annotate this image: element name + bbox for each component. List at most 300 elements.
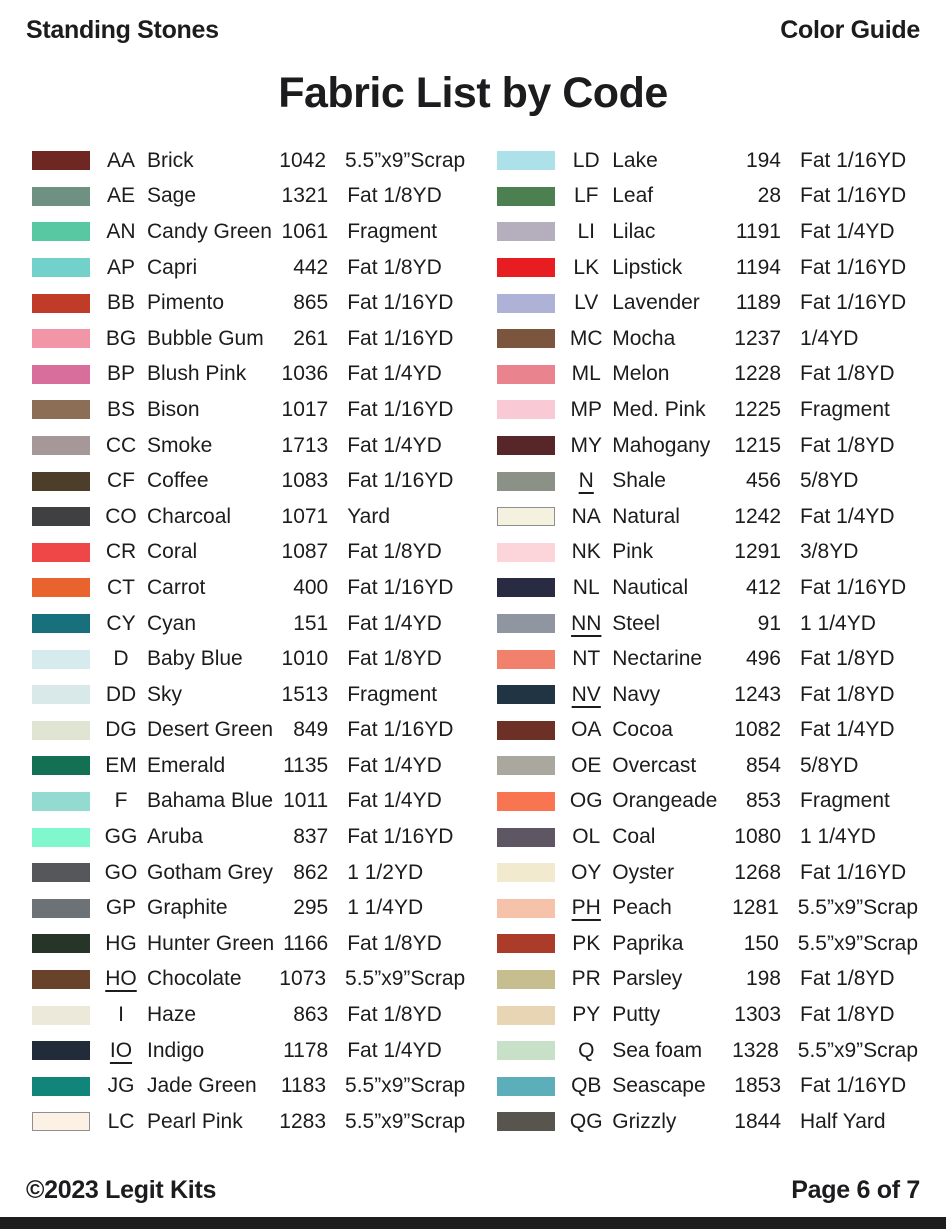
fabric-row	[32, 357, 465, 393]
fabric-size: Fat 1/16YD	[800, 1074, 907, 1098]
fabric-size: Fat 1/8YD	[347, 184, 442, 208]
fabric-row	[497, 143, 918, 179]
fabric-name: Graphite	[147, 896, 228, 920]
fabric-code: JG	[107, 1074, 135, 1098]
fabric-code: MC	[569, 326, 603, 350]
fabric-code: CC	[105, 433, 137, 457]
fabric-size: Fragment	[347, 682, 438, 706]
fabric-name: Charcoal	[147, 504, 232, 528]
fabric-size: Fat 1/16YD	[347, 397, 454, 421]
color-swatch	[497, 934, 555, 953]
fabric-size: Fat 1/4YD	[347, 433, 442, 457]
fabric-code: AN	[106, 219, 136, 243]
fabric-row	[32, 855, 465, 891]
fabric-row	[32, 784, 465, 820]
fabric-number: 1281	[732, 896, 779, 920]
fabric-row	[497, 392, 918, 428]
color-swatch	[32, 151, 90, 170]
fabric-name: Lake	[612, 148, 658, 172]
fabric-row	[497, 926, 918, 962]
color-swatch	[497, 1112, 555, 1131]
fabric-number: 1036	[281, 362, 329, 386]
color-swatch	[497, 792, 555, 811]
fabric-row	[497, 535, 918, 571]
fabric-number: 1328	[732, 1038, 779, 1062]
fabric-name: Sea foam	[612, 1038, 703, 1062]
color-swatch	[497, 756, 555, 775]
fabric-code: OE	[571, 753, 602, 777]
color-swatch	[32, 222, 90, 241]
color-swatch	[32, 1112, 90, 1131]
color-swatch	[497, 151, 555, 170]
fabric-size: Fat 1/16YD	[347, 291, 454, 315]
fabric-number: 1178	[283, 1038, 329, 1062]
fabric-number: 1215	[734, 433, 781, 457]
fabric-size: Fat 1/16YD	[347, 326, 454, 350]
fabric-code: LK	[573, 255, 600, 279]
fabric-size: 3/8YD	[800, 540, 859, 564]
fabric-size: Fat 1/4YD	[347, 789, 442, 813]
color-swatch	[497, 828, 555, 847]
fabric-row	[32, 392, 465, 428]
color-swatch	[497, 365, 555, 384]
fabric-size: Fat 1/8YD	[800, 967, 895, 991]
color-swatch	[32, 1077, 90, 1096]
fabric-number: 1183	[280, 1074, 327, 1098]
color-swatch	[497, 970, 555, 989]
fabric-name: Orangeade	[612, 789, 718, 813]
fabric-size: 1 1/4YD	[800, 825, 876, 849]
fabric-size: 5.5”x9”Scrap	[345, 1109, 466, 1133]
fabric-number: 1242	[734, 504, 781, 528]
fabric-name: Desert Green	[147, 718, 274, 742]
color-swatch	[32, 934, 90, 953]
color-swatch	[497, 543, 555, 562]
fabric-name: Pink	[612, 540, 654, 564]
fabric-row	[497, 713, 918, 749]
fabric-size: Fragment	[800, 789, 890, 813]
fabric-number: 1083	[281, 469, 329, 493]
fabric-name: Aruba	[147, 825, 204, 849]
fabric-code: MY	[570, 433, 602, 457]
fabric-code: N	[578, 469, 594, 493]
fabric-number: 1017	[281, 397, 329, 421]
fabric-number: 1061	[281, 219, 329, 243]
fabric-code: PK	[572, 931, 601, 955]
fabric-name: Melon	[612, 362, 670, 386]
color-swatch	[497, 258, 555, 277]
fabric-row	[32, 641, 465, 677]
bottom-bar	[0, 1217, 946, 1229]
fabric-name: Blush Pink	[147, 362, 247, 386]
fabric-code: NN	[571, 611, 602, 635]
fabric-code: DD	[105, 682, 137, 706]
fabric-name: Navy	[612, 682, 661, 706]
fabric-number: 1135	[283, 753, 329, 777]
color-swatch	[497, 436, 555, 455]
fabric-size: Fat 1/4YD	[347, 611, 442, 635]
fabric-size: Fat 1/4YD	[347, 1038, 442, 1062]
color-swatch	[497, 187, 555, 206]
fabric-size: Fat 1/16YD	[347, 718, 454, 742]
fabric-number: 442	[293, 255, 329, 279]
fabric-code: GO	[104, 860, 138, 884]
fabric-code: CY	[106, 611, 136, 635]
fabric-number: 150	[743, 931, 779, 955]
fabric-row	[32, 926, 465, 962]
fabric-code: OY	[571, 860, 602, 884]
fabric-code: OG	[569, 789, 603, 813]
fabric-size: Half Yard	[800, 1109, 886, 1133]
fabric-size: Fat 1/4YD	[800, 718, 895, 742]
fabric-name: Haze	[147, 1003, 197, 1027]
fabric-number: 261	[293, 326, 329, 350]
fabric-name: Coffee	[147, 469, 209, 493]
fabric-row	[32, 713, 465, 749]
fabric-name: Leaf	[612, 184, 654, 208]
fabric-number: 456	[745, 469, 781, 493]
color-swatch	[32, 436, 90, 455]
color-swatch	[497, 472, 555, 491]
fabric-code: PH	[571, 896, 601, 920]
fabric-number: 1073	[279, 967, 327, 991]
color-swatch	[32, 863, 90, 882]
color-swatch	[32, 899, 90, 918]
fabric-size: Fat 1/8YD	[800, 682, 895, 706]
color-swatch	[32, 970, 90, 989]
fabric-code: CO	[105, 504, 137, 528]
fabric-name: Oyster	[612, 860, 675, 884]
fabric-row	[497, 748, 918, 784]
fabric-name: Lilac	[612, 219, 656, 243]
fabric-row	[32, 143, 465, 179]
fabric-code: Q	[578, 1038, 595, 1062]
fabric-size: 5/8YD	[800, 753, 859, 777]
fabric-name: Nautical	[612, 575, 689, 599]
color-swatch	[32, 294, 90, 313]
fabric-name: Jade Green	[147, 1074, 257, 1098]
fabric-number: 1243	[734, 682, 781, 706]
fabric-number: 1283	[279, 1109, 327, 1133]
fabric-size: Fat 1/16YD	[800, 860, 907, 884]
copyright-text: ©2023 Legit Kits	[26, 1176, 217, 1204]
color-swatch	[497, 329, 555, 348]
fabric-name: Bubble Gum	[147, 326, 264, 350]
fabric-number: 837	[293, 825, 329, 849]
color-swatch	[32, 400, 90, 419]
fabric-name: Coral	[147, 540, 198, 564]
fabric-number: 1228	[734, 362, 781, 386]
fabric-size: Fat 1/16YD	[800, 291, 907, 315]
fabric-code: LC	[107, 1109, 135, 1133]
fabric-number: 1291	[734, 540, 781, 564]
fabric-number: 853	[745, 789, 781, 813]
fabric-size: Fragment	[347, 219, 438, 243]
fabric-name: Shale	[612, 469, 666, 493]
fabric-name: Indigo	[147, 1038, 205, 1062]
fabric-number: 1011	[283, 789, 329, 813]
fabric-number: 1166	[283, 931, 329, 955]
fabric-row	[32, 570, 465, 606]
fabric-column-left	[32, 143, 465, 1140]
fabric-row	[497, 214, 918, 250]
fabric-size: Fat 1/4YD	[800, 504, 895, 528]
fabric-name: Nectarine	[612, 647, 703, 671]
fabric-size: Fat 1/16YD	[800, 255, 907, 279]
fabric-number: 1189	[735, 291, 781, 315]
fabric-row	[32, 250, 465, 286]
color-swatch	[32, 507, 90, 526]
fabric-row	[497, 321, 918, 357]
fabric-name: Brick	[147, 148, 194, 172]
fabric-row	[497, 997, 918, 1033]
fabric-row	[497, 285, 918, 321]
fabric-number: 1713	[281, 433, 329, 457]
fabric-code: AE	[106, 184, 135, 208]
fabric-name: Lipstick	[612, 255, 683, 279]
fabric-name: Bison	[147, 397, 200, 421]
fabric-name: Steel	[612, 611, 661, 635]
fabric-row	[32, 535, 465, 571]
fabric-name: Hunter Green	[147, 931, 275, 955]
color-swatch	[32, 365, 90, 384]
fabric-row	[497, 855, 918, 891]
fabric-code: HG	[105, 931, 137, 955]
color-swatch	[32, 258, 90, 277]
fabric-code: GG	[104, 825, 138, 849]
fabric-name: Cyan	[147, 611, 197, 635]
fabric-size: Fat 1/16YD	[800, 184, 907, 208]
fabric-code: OA	[571, 718, 602, 742]
fabric-code: GP	[105, 896, 137, 920]
fabric-number: 1321	[281, 184, 329, 208]
fabric-name: Sky	[147, 682, 183, 706]
fabric-code: BP	[106, 362, 135, 386]
fabric-code: BS	[106, 397, 135, 421]
color-swatch	[497, 899, 555, 918]
fabric-size: Fat 1/16YD	[347, 575, 454, 599]
fabric-code: AP	[106, 255, 135, 279]
fabric-size: Fat 1/16YD	[800, 148, 907, 172]
fabric-code: BG	[105, 326, 137, 350]
guide-label: Color Guide	[780, 16, 920, 44]
color-swatch	[32, 1006, 90, 1025]
color-swatch	[32, 685, 90, 704]
fabric-size: 5.5”x9”Scrap	[345, 1074, 466, 1098]
fabric-name: Smoke	[147, 433, 213, 457]
fabric-column-right	[497, 143, 918, 1140]
page-header	[0, 0, 946, 45]
color-swatch	[32, 828, 90, 847]
fabric-number: 1080	[734, 825, 781, 849]
fabric-row	[32, 428, 465, 464]
fabric-code: EM	[105, 753, 137, 777]
fabric-size: Fat 1/8YD	[347, 540, 442, 564]
fabric-code: OL	[572, 825, 601, 849]
fabric-name: Parsley	[612, 967, 683, 991]
fabric-row	[497, 890, 918, 926]
fabric-row	[497, 1068, 918, 1104]
fabric-row	[32, 214, 465, 250]
fabric-name: Peach	[612, 896, 672, 920]
fabric-name: Med. Pink	[612, 397, 706, 421]
color-swatch	[32, 472, 90, 491]
fabric-row	[32, 285, 465, 321]
fabric-row	[497, 250, 918, 286]
fabric-row	[497, 819, 918, 855]
fabric-size: 1 1/4YD	[800, 611, 876, 635]
fabric-row	[32, 962, 465, 998]
fabric-name: Seascape	[612, 1074, 706, 1098]
fabric-number: 1303	[734, 1003, 781, 1027]
fabric-code: AA	[106, 148, 135, 172]
fabric-number: 496	[745, 647, 781, 671]
fabric-size: Fat 1/8YD	[800, 647, 895, 671]
page-footer	[0, 1176, 946, 1205]
fabric-name: Lavender	[612, 291, 700, 315]
fabric-number: 295	[293, 896, 329, 920]
color-swatch	[497, 650, 555, 669]
fabric-row	[32, 499, 465, 535]
fabric-name: Mahogany	[612, 433, 711, 457]
fabric-row	[32, 677, 465, 713]
fabric-row	[32, 463, 465, 499]
fabric-row	[497, 428, 918, 464]
fabric-size: 5.5”x9”Scrap	[797, 931, 918, 955]
page-title: Fabric List by Code	[278, 69, 668, 117]
fabric-size: Fat 1/16YD	[800, 575, 907, 599]
fabric-code: F	[114, 789, 128, 813]
fabric-code: NK	[571, 540, 601, 564]
color-swatch	[497, 721, 555, 740]
fabric-code: HO	[105, 967, 137, 991]
fabric-name: Baby Blue	[147, 647, 243, 671]
fabric-code: D	[113, 647, 129, 671]
fabric-name: Gotham Grey	[147, 860, 274, 884]
fabric-size: Yard	[347, 504, 391, 528]
fabric-row	[497, 179, 918, 215]
color-swatch	[32, 756, 90, 775]
fabric-size: 5.5”x9”Scrap	[345, 148, 466, 172]
fabric-number: 1853	[734, 1074, 781, 1098]
color-swatch	[497, 1077, 555, 1096]
fabric-size: Fragment	[800, 397, 890, 421]
color-swatch	[32, 329, 90, 348]
fabric-code: PR	[571, 967, 601, 991]
color-swatch	[497, 507, 555, 526]
fabric-number: 1071	[281, 504, 329, 528]
fabric-row	[497, 499, 918, 535]
fabric-list	[0, 143, 946, 1140]
fabric-row	[497, 784, 918, 820]
color-swatch	[32, 614, 90, 633]
fabric-name: Paprika	[612, 931, 684, 955]
fabric-row	[497, 962, 918, 998]
fabric-row	[32, 1104, 465, 1140]
fabric-code: LD	[572, 148, 600, 172]
fabric-size: Fat 1/8YD	[347, 931, 442, 955]
fabric-number: 1268	[734, 860, 781, 884]
fabric-number: 1513	[281, 682, 329, 706]
color-swatch	[497, 863, 555, 882]
fabric-row	[497, 1033, 918, 1069]
fabric-number: 91	[757, 611, 781, 635]
fabric-number: 400	[293, 575, 329, 599]
fabric-number: 151	[293, 611, 329, 635]
fabric-size: Fat 1/8YD	[800, 1003, 895, 1027]
fabric-code: CF	[107, 469, 135, 493]
fabric-row	[497, 606, 918, 642]
fabric-number: 1082	[734, 718, 781, 742]
fabric-name: Chocolate	[147, 967, 242, 991]
fabric-size: 5.5”x9”Scrap	[797, 1038, 918, 1062]
fabric-row	[497, 463, 918, 499]
fabric-code: ML	[571, 362, 601, 386]
fabric-size: 5.5”x9”Scrap	[797, 896, 918, 920]
fabric-name: Pearl Pink	[147, 1109, 243, 1133]
fabric-code: CR	[105, 540, 137, 564]
fabric-name: Mocha	[612, 326, 676, 350]
fabric-row	[32, 606, 465, 642]
fabric-size: Fat 1/4YD	[347, 362, 442, 386]
fabric-row	[497, 641, 918, 677]
fabric-name: Overcast	[612, 753, 697, 777]
color-swatch	[32, 1041, 90, 1060]
fabric-row	[497, 677, 918, 713]
fabric-code: IO	[109, 1038, 133, 1062]
fabric-name: Carrot	[147, 575, 206, 599]
fabric-name: Sage	[147, 184, 197, 208]
fabric-size: Fat 1/8YD	[347, 255, 442, 279]
fabric-number: 1042	[279, 148, 327, 172]
fabric-code: MP	[570, 397, 602, 421]
fabric-number: 1087	[281, 540, 329, 564]
fabric-size: 5.5”x9”Scrap	[345, 967, 466, 991]
fabric-row	[32, 321, 465, 357]
fabric-size: 5/8YD	[800, 469, 859, 493]
fabric-number: 865	[293, 291, 329, 315]
fabric-row	[497, 1104, 918, 1140]
fabric-row	[32, 1068, 465, 1104]
fabric-number: 1237	[734, 326, 781, 350]
fabric-code: LV	[574, 291, 599, 315]
fabric-size: Fat 1/16YD	[347, 469, 454, 493]
fabric-code: LF	[573, 184, 599, 208]
fabric-size: Fat 1/8YD	[800, 433, 895, 457]
color-swatch	[32, 578, 90, 597]
fabric-number: 1194	[735, 255, 781, 279]
color-swatch	[497, 294, 555, 313]
fabric-number: 854	[745, 753, 781, 777]
fabric-number: 1844	[734, 1109, 781, 1133]
fabric-number: 28	[757, 184, 781, 208]
fabric-number: 1225	[734, 397, 781, 421]
fabric-code: I	[118, 1003, 124, 1027]
color-swatch	[32, 650, 90, 669]
color-swatch	[32, 721, 90, 740]
fabric-name: Capri	[147, 255, 198, 279]
fabric-code: QB	[571, 1074, 602, 1098]
fabric-code: QG	[569, 1109, 603, 1133]
color-swatch	[497, 614, 555, 633]
pattern-name: Standing Stones	[26, 16, 219, 44]
color-swatch	[497, 578, 555, 597]
fabric-row	[32, 1033, 465, 1069]
fabric-code: NV	[571, 682, 601, 706]
fabric-row	[32, 179, 465, 215]
color-swatch	[32, 792, 90, 811]
fabric-name: Natural	[612, 504, 680, 528]
